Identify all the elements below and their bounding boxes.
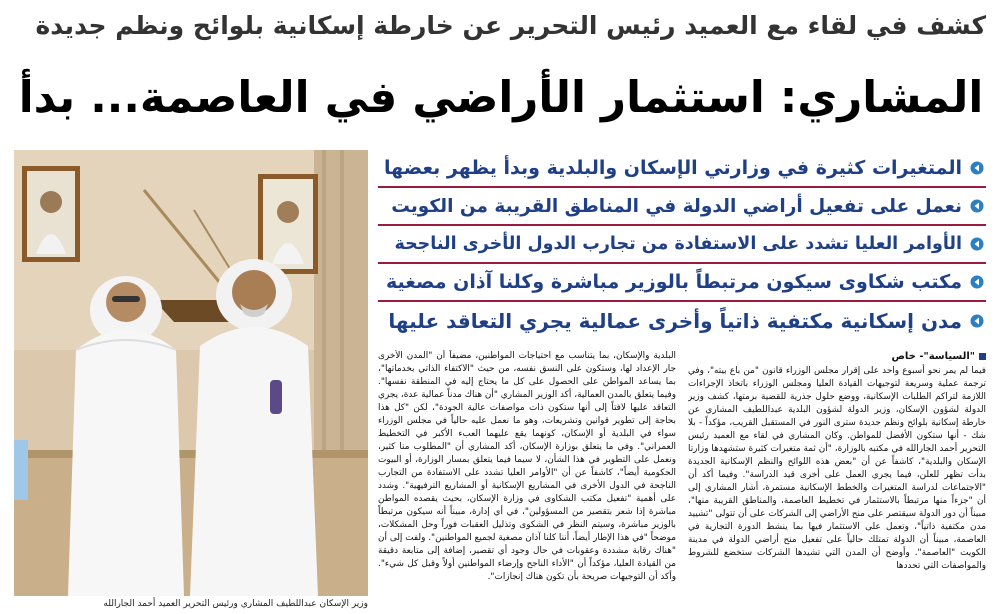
- article-column-2: [378, 350, 676, 612]
- main-headline: المشاري: استثمار الأراضي في العاصمة... بدأ: [18, 73, 984, 123]
- article-column-1: [688, 350, 986, 612]
- highlight-text: مكتب شكاوى سيكون مرتبطاً بالوزير مباشرة وكلنا آذان مصغية: [386, 271, 962, 293]
- byline-text: "السياسة"- خاص: [891, 351, 975, 362]
- article-body: [378, 350, 986, 612]
- highlight-item: [378, 302, 986, 340]
- highlight-text: مدن إسكانية مكتفية ذاتياً وأخرى عمالية يجري التعاقد عليها: [388, 309, 962, 333]
- highlights-list: [378, 150, 986, 346]
- kicker-subheadline: كشف في لقاء مع العميد رئيس التحرير عن خارطة إسكانية بلوائح ونظم جديدة: [35, 11, 986, 40]
- highlight-item: [378, 264, 986, 302]
- highlight-text: الأوامر العليا تشدد على الاستفادة من تجارب الدول الأخرى الناجحة: [394, 234, 962, 254]
- byline-square-icon: [979, 353, 986, 360]
- bullet-arrow-icon: [970, 314, 984, 328]
- highlight-item: [378, 226, 986, 264]
- bullet-arrow-icon: [970, 199, 984, 213]
- highlight-text: نعمل على تفعيل أراضي الدولة في المناطق القريبة من الكويت: [391, 195, 962, 217]
- bullet-arrow-icon: [970, 237, 984, 251]
- byline: [688, 350, 986, 363]
- highlight-text: المتغيرات كثيرة في وزارتي الإسكان والبلدية وبدأ يظهر بعضها: [384, 157, 962, 179]
- bullet-arrow-icon: [970, 275, 984, 289]
- article-photo: [14, 150, 368, 596]
- highlight-item: [378, 150, 986, 188]
- article-paragraph: البلدية والإسكان، بما يتناسب مع احتياجات المواطنين، مضيفاً أن "المدن الأخرى جار الإعداد لها، وستكون على النسق نفسه، من حيث "الاكتفاء الذاتي بخدماتها"، بما يساعد المواطن على الحصول على كل ما يحتاج إليه في المنطقة نفسها". وفيما يتعلق بالمدن العمالية، أكد الوزير المشاري "أن هناك مدناً عمالية عدة، يجري التعاقد عليها لافتاً إلى أنها ستكون ذات مواصفات عالية الجودة"، لكن "كل هذا بحاجة إلى تطوير قوانين وتشريعات، وهو ما نعمل عليه حالياً في مجلس الوزراء سواء في البلدية أو الإسكان، كونهما يقع عليهما العبء الأكبر في التخطيط العمراني". وفي ما يتعلق بوزارة الإسكان، أكد المشاري أن "المطلوب منا كثير، ونعمل على التطوير في هذا الشأن، لا سيما فيما يتعلق بمسار الوزارة، أو البيوت الحكومية أيضاً"، كاشفاً عن أن "الأوامر العليا تشدد على الاستفادة من التجارب الناجحة في الدول الأخرى في المشاريع الإسكانية أو المشاريع الترفيهية". وشدد على أهمية "تفعيل مكتب الشكاوى في وزارة الإسكان، بحيث يقصده المواطن مباشرة إذا شعر بتقصير من المسؤولين"، في أي إدارة، مبيناً أنه سيكون مرتبطاً بالوزير مباشرة، وسيتم النظر في الشكوى وتذليل العقبات فوراً وحل المشكلات، موضحاً "في هذا الإطار أيضاً، أننا كلنا آذان مصغية لجميع المواطنين". ولفت إلى أن "هناك رقابة مشددة وعقوبات في حال وجود أي تقصير، إضافة إلى متابعة دقيقة من القيادة العليا، مؤكداً أن "الأداء الناجح وإرضاء المواطنين أولاً وقبل كل شيء". وأكد أن التوجيهات صريحة بأن تكون هناك إنجازات".: [378, 351, 676, 582]
- photo-caption: وزير الإسكان عبداللطيف المشاري ورئيس التحرير العميد أحمد الجارالله: [103, 599, 368, 609]
- bullet-arrow-icon: [970, 161, 984, 175]
- article-paragraph: فيما لم يمر نحو أسبوع واحد على إقرار مجلس الوزراء قانون "من باع بيته"، وفي ترجمة عملية وسريعة لتوجيهات القيادة العليا ومجلس الوزراء باتخاذ الإجراءات اللازمة لتراكم الطلبات الإسكانية، ووضع حلول جذرية للقضية برمتها، كشف وزير الدولة لشؤون الإسكان، وزير الدولة لشؤون البلدية عبداللطيف المشاري عن خارطة إسكانية بلوائح ونظم جديدة سترى النور في المستقبل القريب، مؤكداً - بلا شك - أنها ستكون الأفضل للمواطن. وكان المشاري في لقاء مع العميد رئيس التحرير أحمد الجارالله في مكتبه بالوزارة، "أن ثمة متغيرات كثيرة ستشهدها وزارتا الإسكان والبلدية"، كاشفاً عن أن "بعض هذه اللوائح والنظم الإسكانية الجديدة بدأت تظهر للعلن، فيما يجري العمل على أخرى قيد الدراسة". وفيما أكد أن "الاجتماعات لدراسة المتغيرات والخطط الإسكانية مستمرة، أشار المشاري إلى أن "جزءاً منها مرتبطاً بالاستثمار في تخطيط العاصمة، والمناطق القريبة منها"، مبيناً أن دور الدولة سيقتصر على منح الأراضي إلى الشركات على أن تتولى "تشييد مدن مكتفية ذاتياً"، وتعمل على الاستثمار فيها بما ينشط الدورة التجارية في العاصمة، مبيناً أن الدولة تمتلك حالياً على تفعيل منح أراضي الدولة في مدينة الكويت "العاصمة". وأوضح أن المدن التي تشيدها الشركات ستخضع للشروط والمواصفات التي تحددها: [688, 366, 986, 571]
- highlight-item: [378, 188, 986, 226]
